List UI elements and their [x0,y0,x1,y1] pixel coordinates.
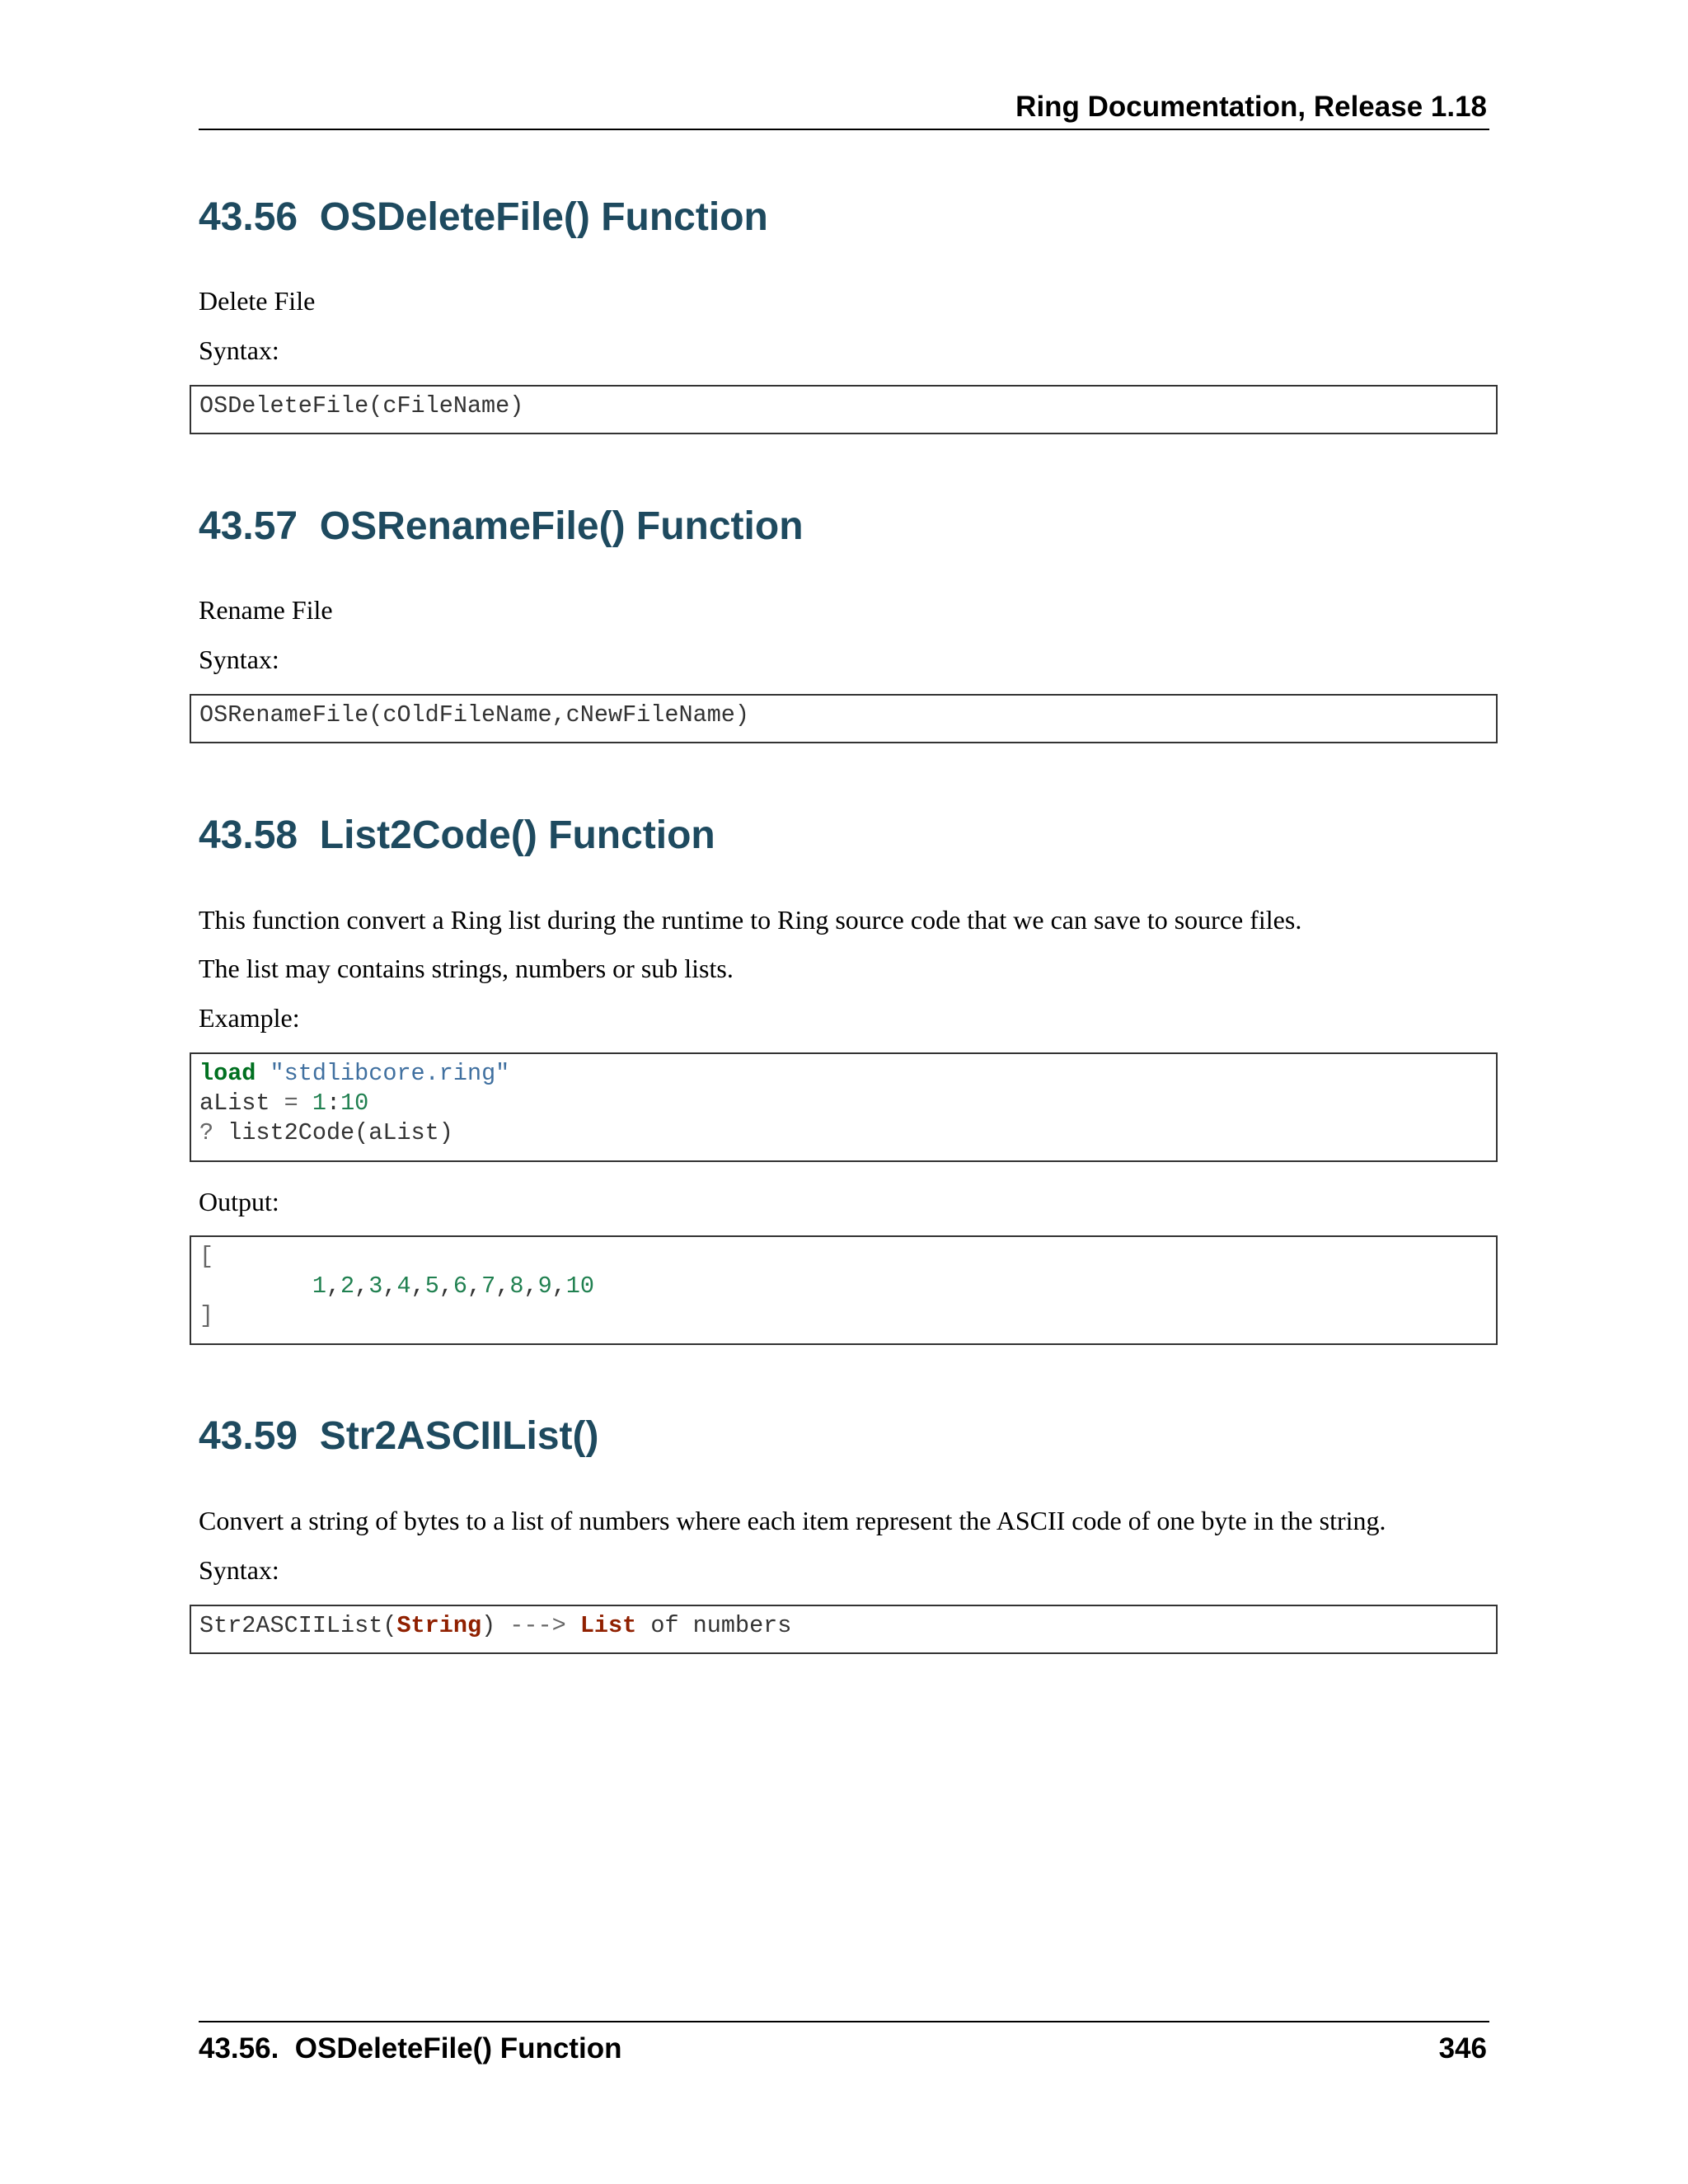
function-name: Str2ASCIIList( [199,1612,397,1639]
range-colon: : [326,1090,341,1117]
section-title: OSDeleteFile() Function [319,195,768,239]
example-label: Example: [199,1003,300,1033]
section-number: 43.56 [199,195,298,239]
section-heading [199,813,1489,859]
output-number: 9 [537,1272,552,1300]
type-name: List [579,1612,637,1639]
output-number: 6 [452,1272,468,1300]
arrow-operator: ---> [509,1612,566,1639]
output-number: 7 [481,1272,496,1300]
section-title: OSRenameFile() Function [319,504,804,548]
section-description: Delete File [199,286,316,316]
section-number: 43.59 [199,1414,298,1458]
number-literal: 1 [312,1090,326,1117]
section-43-59 [199,1413,1489,1460]
section-number: 43.58 [199,813,298,857]
syntax-code-block [190,385,1498,434]
section-description: Rename File [199,595,333,625]
section-43-56 [199,194,1489,241]
footer-rule [199,2021,1489,2022]
syntax-code-block [190,1605,1498,1654]
comma: , [467,1272,482,1300]
output-number: 3 [368,1272,383,1300]
section-heading [199,504,1489,550]
section-43-58 [199,813,1489,859]
string-literal: "stdlibcore.ring" [270,1060,510,1087]
open-bracket: [ [199,1243,214,1270]
section-description: This function convert a Ring list during the runtime to Ring source code that we can save to source files. [199,905,1302,935]
comma: , [523,1272,538,1300]
output-numbers [312,1272,594,1300]
header-rule [199,129,1489,130]
code-line: OSRenameFile(cOldFileName,cNewFileName) [199,701,750,729]
page-number: 346 [1438,2032,1487,2064]
paren-close: ) [481,1612,496,1639]
comma: , [354,1272,369,1300]
section-number: 43.57 [199,504,298,548]
section-heading [199,194,1489,241]
keyword: load [199,1060,256,1087]
operator: ? [199,1119,214,1146]
operator: = [284,1090,298,1117]
return-description: of numbers [650,1612,792,1639]
output-number: 2 [340,1272,355,1300]
section-description-2: The list may contains strings, numbers or sub lists. [199,954,734,983]
example-code-block [190,1052,1498,1162]
syntax-label: Syntax: [199,335,279,365]
output-number: 8 [509,1272,524,1300]
comma: , [382,1272,397,1300]
output-label: Output: [199,1187,279,1216]
footer-section-title: 43.56. OSDeleteFile() Function [199,2032,622,2064]
code-line: OSDeleteFile(cFileName) [199,392,524,419]
comma: , [410,1272,425,1300]
number-literal: 10 [340,1090,369,1117]
comma: , [551,1272,566,1300]
output-number: 5 [424,1272,439,1300]
comma: , [438,1272,453,1300]
variable: aList [199,1090,270,1117]
section-description: Convert a string of bytes to a list of numbers where each item represent the ASCII code of one byte in the string. [199,1506,1386,1535]
comma: , [495,1272,510,1300]
comma: , [326,1272,341,1300]
type-name: String [396,1612,482,1639]
close-bracket: ] [199,1302,214,1329]
syntax-label: Syntax: [199,644,279,674]
output-number: 4 [396,1272,411,1300]
section-title: Str2ASCIIList() [319,1414,599,1458]
output-number: 1 [312,1272,326,1300]
section-title: List2Code() Function [319,813,715,857]
syntax-code-block [190,694,1498,743]
function-call: list2Code(aList) [227,1119,453,1146]
output-code-block [190,1235,1498,1345]
syntax-label: Syntax: [199,1555,279,1585]
output-number: 10 [565,1272,595,1300]
section-43-57 [199,504,1489,550]
section-heading [199,1413,1489,1460]
running-header: Ring Documentation, Release 1.18 [1015,91,1487,123]
